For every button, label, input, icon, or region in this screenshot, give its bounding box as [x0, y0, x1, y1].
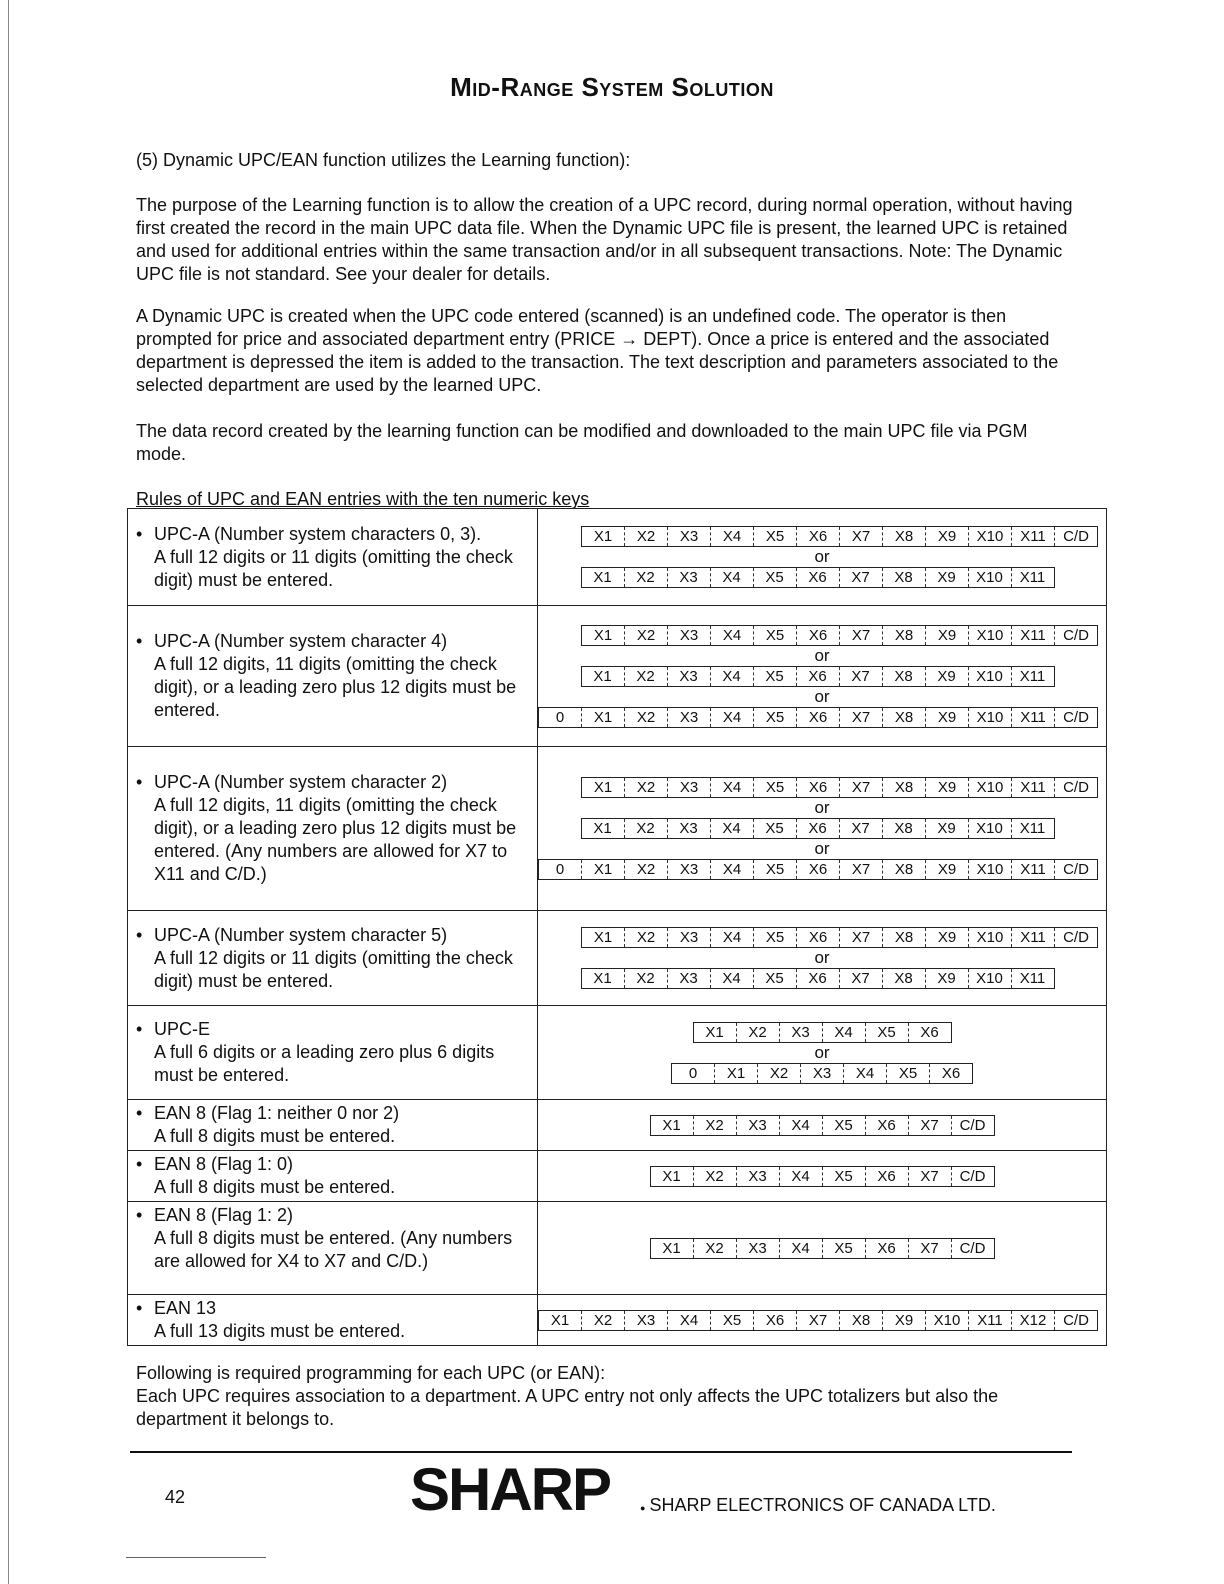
- digit-strip: [581, 666, 1055, 687]
- rule-description: [128, 911, 538, 1006]
- rule-title: EAN 13: [154, 1298, 217, 1318]
- digit-cell: X2: [624, 527, 667, 546]
- digit-cell: X7: [839, 568, 882, 587]
- digit-cell: X1: [705, 1023, 724, 1041]
- rule-title: UPC-A (Number system character 2): [154, 772, 448, 792]
- digit-cell: X6: [796, 928, 839, 947]
- digit-cell: X1: [593, 820, 612, 837]
- digit-cell: X1: [593, 528, 613, 545]
- digit-cell: X2: [736, 1023, 779, 1042]
- digit-cell: X4: [710, 708, 753, 727]
- digit-cell: X3: [667, 568, 710, 587]
- digit-cell: X11: [1011, 969, 1054, 988]
- digit-layout: [538, 747, 1107, 911]
- digit-cell: X1: [662, 1239, 681, 1257]
- bullet-icon: •: [136, 1019, 143, 1039]
- table-row: [128, 1151, 1107, 1202]
- digit-cell: X4: [710, 568, 753, 587]
- digit-cell: X2: [624, 708, 667, 727]
- digit-cell: X3: [736, 1239, 779, 1258]
- digit-cell: X11: [1011, 819, 1054, 838]
- digit-cell: X6: [929, 1064, 972, 1083]
- digit-cell: X5: [753, 708, 796, 727]
- digit-cell: X11: [1011, 568, 1054, 587]
- digit-cell: X3: [667, 708, 710, 727]
- digit-cell: X10: [925, 1311, 968, 1330]
- digit-cell: X6: [865, 1239, 908, 1258]
- digit-cell: X7: [839, 860, 882, 879]
- digit-cell: X3: [800, 1064, 843, 1083]
- table-caption: Rules of UPC and EAN entries with the ten numeric keys: [136, 489, 590, 509]
- digit-cell: X10: [968, 667, 1011, 686]
- digit-cell: X3: [736, 1167, 779, 1186]
- table-row: [128, 1202, 1107, 1295]
- digit-cell: X11: [1011, 928, 1054, 947]
- digit-cell: X2: [581, 1311, 624, 1330]
- digit-cell: C/D: [1054, 626, 1097, 645]
- digit-cell: X5: [710, 1311, 753, 1330]
- digit-cell: C/D: [951, 1239, 994, 1258]
- bullet-icon: •: [136, 1205, 143, 1225]
- digit-cell: X7: [839, 819, 882, 838]
- digit-cell: X4: [710, 626, 753, 645]
- digit-cell: X5: [753, 969, 796, 988]
- digit-cell: X4: [710, 778, 753, 797]
- digit-cell: X6: [796, 527, 839, 546]
- digit-cell: X2: [624, 928, 667, 947]
- digit-cell: X5: [886, 1064, 929, 1083]
- table-row: [128, 747, 1107, 911]
- digit-cell: X12: [1011, 1311, 1054, 1330]
- digit-cell: X7: [839, 969, 882, 988]
- digit-cell: X6: [865, 1167, 908, 1186]
- digit-cell: X7: [839, 778, 882, 797]
- table-row: [128, 911, 1107, 1006]
- bullet-icon: •: [136, 772, 143, 792]
- digit-cell: X6: [796, 708, 839, 727]
- digit-cell: X11: [1011, 667, 1054, 686]
- bullet-icon: •: [136, 1298, 143, 1318]
- digit-cell: C/D: [1054, 708, 1097, 727]
- digit-strip: [650, 1238, 995, 1259]
- digit-cell: X6: [908, 1023, 951, 1042]
- digit-cell: X4: [779, 1167, 822, 1186]
- rule-text: A full 6 digits or a leading zero plus 6 digits must be entered.: [154, 1042, 495, 1085]
- rule-title: UPC-A (Number system characters 0, 3).: [154, 523, 482, 544]
- digit-cell: C/D: [951, 1167, 994, 1186]
- digit-layout: [538, 911, 1107, 1006]
- digit-cell: X1: [662, 1116, 681, 1134]
- footer-divider: [130, 1451, 1072, 1453]
- digit-cell: X9: [925, 527, 968, 546]
- digit-cell: X3: [667, 928, 710, 947]
- digit-cell: X2: [693, 1239, 736, 1258]
- digit-cell: X11: [1011, 708, 1054, 727]
- digit-layout: [538, 1151, 1107, 1202]
- digit-cell: C/D: [1054, 778, 1097, 797]
- digit-cell: X5: [822, 1167, 865, 1186]
- digit-strip: [581, 625, 1098, 646]
- digit-cell: X9: [925, 778, 968, 797]
- digit-cell: X5: [753, 778, 796, 797]
- page-title: Mid-Range System Solution: [450, 72, 774, 102]
- digit-cell: X9: [925, 819, 968, 838]
- digit-cell: C/D: [1054, 1311, 1097, 1330]
- digit-cell: X1: [593, 970, 612, 987]
- digit-layout: [538, 509, 1107, 606]
- digit-cell: X7: [839, 928, 882, 947]
- digit-cell: X11: [1011, 778, 1054, 797]
- digit-cell: X3: [667, 819, 710, 838]
- digit-cell: X9: [882, 1311, 925, 1330]
- or-label: or: [814, 1042, 830, 1062]
- upc-ean-rules-table: [127, 508, 1107, 1346]
- bullet-icon: •: [136, 523, 143, 544]
- digit-cell: 0: [555, 708, 565, 726]
- paragraph-dynamic-upc: A Dynamic UPC is created when the UPC code entered (scanned) is an undefined code. The operator is then prompted for price and associated department entry (PRICE → DEPT). Once a price is entered and the associated department is depressed the item is added to the transaction. The text description and parameters associated to the selected department are used by the learned UPC.: [136, 306, 1059, 395]
- digit-cell: X6: [796, 778, 839, 797]
- digit-cell: X2: [624, 969, 667, 988]
- digit-cell: X7: [839, 708, 882, 727]
- digit-layout: [538, 1006, 1107, 1100]
- digit-cell: X7: [796, 1311, 839, 1330]
- rule-title: UPC-A (Number system character 4): [154, 631, 448, 651]
- digit-cell: X9: [925, 860, 968, 879]
- digit-cell: X5: [865, 1023, 908, 1042]
- digit-cell: X9: [925, 928, 968, 947]
- or-label: or: [814, 798, 830, 817]
- paragraph-required-programming: Following is required programming for each UPC (or EAN):: [136, 1363, 606, 1383]
- digit-cell: X11: [968, 1311, 1011, 1330]
- bullet-icon: •: [136, 1154, 143, 1174]
- digit-cell: X8: [882, 527, 925, 546]
- digit-cell: X1: [581, 708, 624, 727]
- digit-cell: X1: [662, 1167, 681, 1185]
- digit-strip: [650, 1115, 995, 1136]
- rule-text: A full 12 digits or 11 digits (omitting the check digit) must be entered.: [154, 947, 513, 991]
- digit-cell: X2: [757, 1064, 800, 1083]
- digit-cell: C/D: [1054, 860, 1097, 879]
- digit-cell: X5: [822, 1239, 865, 1258]
- digit-cell: X6: [796, 568, 839, 587]
- digit-cell: X6: [753, 1311, 796, 1330]
- digit-cell: X4: [779, 1116, 822, 1135]
- digit-cell: X3: [779, 1023, 822, 1042]
- digit-strip: [650, 1166, 995, 1187]
- digit-cell: X1: [593, 667, 612, 685]
- digit-cell: X4: [779, 1239, 822, 1258]
- digit-cell: X2: [693, 1116, 736, 1135]
- digit-cell: 0: [555, 861, 565, 878]
- digit-cell: X5: [753, 626, 796, 645]
- digit-cell: X5: [753, 928, 796, 947]
- digit-cell: X10: [968, 568, 1011, 587]
- digit-cell: X10: [968, 860, 1011, 879]
- digit-cell: X1: [593, 626, 613, 644]
- digit-cell: X11: [1011, 527, 1054, 546]
- digit-cell: X9: [925, 708, 968, 727]
- digit-cell: X3: [667, 969, 710, 988]
- digit-cell: X5: [822, 1116, 865, 1135]
- paragraph-data-record: The data record created by the learning function can be modified and downloaded to the main UPC file via PGM mode.: [136, 421, 1028, 464]
- digit-cell: X1: [593, 929, 613, 946]
- digit-strip: [581, 968, 1055, 989]
- digit-cell: X10: [968, 527, 1011, 546]
- digit-cell: X8: [882, 626, 925, 645]
- rule-description: [128, 1295, 538, 1346]
- rule-text: A full 12 digits or 11 digits (omitting the check digit) must be entered.: [154, 546, 513, 590]
- digit-cell: X9: [925, 568, 968, 587]
- digit-cell: C/D: [1054, 527, 1097, 546]
- digit-strip: [581, 567, 1055, 588]
- rule-text: A full 12 digits, 11 digits (omitting the check digit), or a leading zero plus 12 digits must be entered.: [154, 654, 517, 720]
- digit-layout: [538, 1295, 1107, 1346]
- paragraph-learning-purpose: The purpose of the Learning function is to allow the creation of a UPC record, during normal operation, without having first created the record in the main UPC data file. When the Dynamic UPC file is present, the learned UPC is retained and used for additional entries within the same transaction and/or in all subsequent transactions. Note: The Dynamic UPC file is not standard. See your dealer for details.: [136, 195, 1073, 284]
- table-row: [128, 1006, 1107, 1100]
- bottom-line: [126, 1557, 266, 1558]
- rule-description: [128, 606, 538, 747]
- digit-cell: X2: [624, 819, 667, 838]
- rule-description: [128, 1202, 538, 1295]
- digit-strip: [581, 927, 1098, 948]
- bullet-icon: •: [136, 924, 143, 945]
- digit-cell: X10: [968, 819, 1011, 838]
- digit-cell: X9: [925, 969, 968, 988]
- digit-cell: X2: [624, 568, 667, 587]
- digit-cell: X8: [882, 928, 925, 947]
- rule-description: [128, 1100, 538, 1151]
- rule-title: EAN 8 (Flag 1: 0): [154, 1154, 294, 1174]
- digit-cell: X10: [968, 969, 1011, 988]
- digit-cell: X4: [710, 819, 753, 838]
- table-row: [128, 1100, 1107, 1151]
- page-edge: [8, 0, 9, 1584]
- company-name: ● SHARP ELECTRONICS OF CANADA LTD.: [640, 1495, 996, 1515]
- digit-cell: X10: [968, 708, 1011, 727]
- digit-strip: [581, 526, 1098, 547]
- digit-strip: [693, 1022, 952, 1043]
- digit-cell: X5: [753, 819, 796, 838]
- paragraph-department-association: Each UPC requires association to a department. A UPC entry not only affects the UPC totalizers but also the department it belongs to.: [136, 1386, 999, 1429]
- digit-cell: X2: [624, 860, 667, 879]
- digit-cell: X1: [593, 569, 612, 586]
- digit-cell: X8: [882, 819, 925, 838]
- digit-cell: X2: [624, 778, 667, 797]
- digit-cell: X4: [710, 969, 753, 988]
- table-row: [128, 606, 1107, 747]
- rule-text: A full 8 digits must be entered. (Any numbers are allowed for X4 to X7 and C/D.): [154, 1228, 513, 1271]
- digit-cell: X3: [667, 626, 710, 645]
- digit-cell: X4: [710, 928, 753, 947]
- rule-description: [128, 509, 538, 606]
- digit-cell: X7: [839, 527, 882, 546]
- digit-cell: X6: [865, 1116, 908, 1135]
- digit-cell: X7: [839, 667, 882, 686]
- digit-cell: X9: [925, 626, 968, 645]
- digit-cell: X4: [710, 860, 753, 879]
- digit-cell: X3: [736, 1116, 779, 1135]
- digit-cell: X3: [624, 1311, 667, 1330]
- digit-cell: X2: [624, 626, 667, 645]
- digit-strip: [581, 818, 1055, 839]
- digit-layout: [538, 606, 1107, 747]
- section-heading: (5) Dynamic UPC/EAN function utilizes the Learning function):: [136, 150, 631, 170]
- rule-text: A full 8 digits must be entered.: [154, 1126, 396, 1146]
- rule-text: A full 13 digits must be entered.: [154, 1321, 406, 1341]
- digit-cell: X8: [882, 568, 925, 587]
- digit-cell: X5: [753, 667, 796, 686]
- digit-cell: X11: [1011, 626, 1054, 645]
- digit-strip: [581, 777, 1098, 798]
- digit-cell: X6: [796, 860, 839, 879]
- digit-cell: X1: [714, 1064, 757, 1083]
- digit-cell: X2: [693, 1167, 736, 1186]
- digit-cell: X1: [550, 1311, 570, 1329]
- sharp-logo: SHARP: [410, 1456, 611, 1523]
- digit-cell: X8: [882, 860, 925, 879]
- digit-cell: X8: [882, 667, 925, 686]
- digit-strip: [538, 1310, 1098, 1331]
- digit-cell: X10: [968, 928, 1011, 947]
- bullet-icon: •: [136, 1103, 143, 1123]
- rule-title: UPC-E: [154, 1019, 211, 1039]
- bullet-icon: •: [136, 631, 143, 651]
- digit-cell: X5: [753, 568, 796, 587]
- digit-cell: X5: [753, 860, 796, 879]
- digit-cell: X2: [624, 667, 667, 686]
- digit-cell: X6: [796, 626, 839, 645]
- or-label: or: [814, 547, 830, 566]
- digit-cell: X7: [908, 1239, 951, 1258]
- digit-cell: X7: [908, 1167, 951, 1186]
- rule-title: EAN 8 (Flag 1: neither 0 nor 2): [154, 1103, 400, 1123]
- table-row: [128, 1295, 1107, 1346]
- digit-cell: X4: [710, 667, 753, 686]
- digit-cell: C/D: [951, 1116, 994, 1135]
- digit-cell: X1: [593, 779, 613, 796]
- or-label: or: [814, 948, 830, 967]
- digit-cell: X1: [581, 860, 624, 879]
- rule-title: EAN 8 (Flag 1: 2): [154, 1205, 294, 1225]
- digit-cell: X3: [667, 667, 710, 686]
- digit-cell: X8: [882, 969, 925, 988]
- page-number: 42: [165, 1487, 186, 1507]
- or-label: or: [814, 686, 830, 706]
- or-label: or: [814, 645, 830, 665]
- digit-layout: [538, 1202, 1107, 1295]
- digit-cell: X11: [1011, 860, 1054, 879]
- digit-cell: X4: [822, 1023, 865, 1042]
- digit-cell: X3: [667, 527, 710, 546]
- rule-description: [128, 1151, 538, 1202]
- digit-cell: X8: [882, 778, 925, 797]
- rule-description: [128, 1006, 538, 1100]
- or-label: or: [814, 839, 830, 858]
- digit-cell: X7: [908, 1116, 951, 1135]
- digit-cell: X4: [667, 1311, 710, 1330]
- digit-cell: X6: [796, 667, 839, 686]
- digit-cell: X6: [796, 969, 839, 988]
- rule-text: A full 8 digits must be entered.: [154, 1177, 396, 1197]
- digit-strip: [671, 1063, 973, 1084]
- digit-cell: X9: [925, 667, 968, 686]
- digit-cell: X10: [968, 626, 1011, 645]
- digit-cell: X3: [667, 778, 710, 797]
- digit-strip: [538, 707, 1098, 728]
- digit-cell: X8: [839, 1311, 882, 1330]
- rule-title: UPC-A (Number system character 5): [154, 924, 448, 945]
- digit-cell: 0: [688, 1064, 698, 1082]
- rule-description: [128, 747, 538, 911]
- digit-cell: X5: [753, 527, 796, 546]
- digit-cell: X3: [667, 860, 710, 879]
- digit-layout: [538, 1100, 1107, 1151]
- digit-cell: X7: [839, 626, 882, 645]
- digit-cell: X6: [796, 819, 839, 838]
- table-row: [128, 509, 1107, 606]
- digit-cell: X4: [710, 527, 753, 546]
- digit-cell: X10: [968, 778, 1011, 797]
- digit-cell: X8: [882, 708, 925, 727]
- digit-cell: C/D: [1054, 928, 1097, 947]
- rule-text: A full 12 digits, 11 digits (omitting the check digit), or a leading zero plus 12 digits must be entered. (Any numbers are allowed for X7 to X11 and C/D.): [154, 795, 517, 884]
- digit-cell: X4: [843, 1064, 886, 1083]
- company-name-text: SHARP ELECTRONICS OF CANADA LTD.: [649, 1495, 996, 1515]
- digit-strip: [538, 859, 1098, 880]
